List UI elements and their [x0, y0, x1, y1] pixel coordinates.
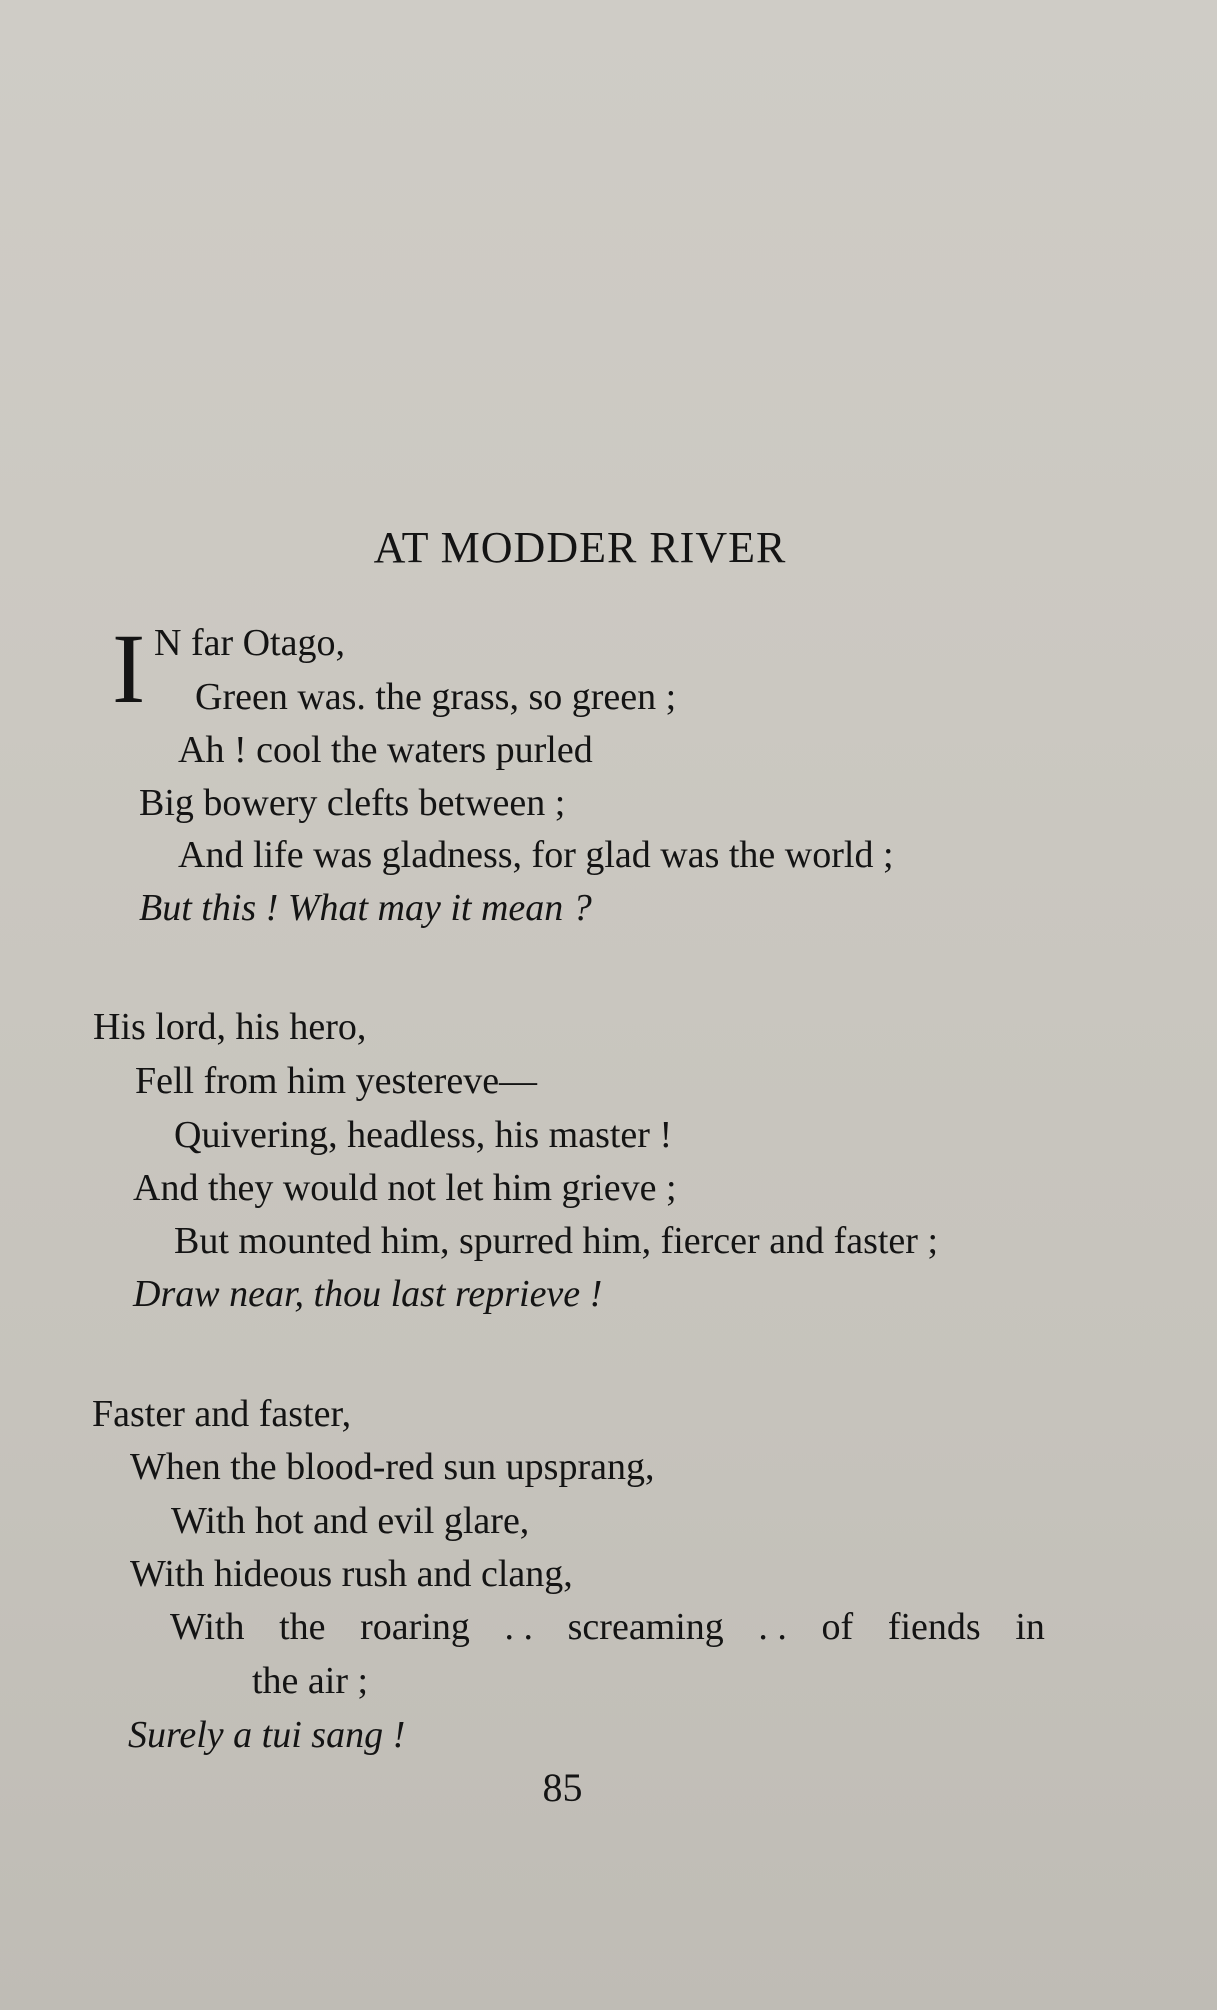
word: With — [170, 1606, 245, 1648]
stanza3-line2: When the blood-red sun upsprang, — [130, 1446, 655, 1488]
stanza1-line3: Ah ! cool the waters purled — [178, 729, 593, 771]
stanza1-line2: Green was. the grass, so green ; — [195, 676, 677, 718]
stanza3-line5 — [170, 1608, 1045, 1646]
stanza1-line1: N far Otago, — [154, 622, 345, 664]
stanza1-line5: And life was gladness, for glad was the world ; — [178, 834, 894, 876]
stanza3-line4: With hideous rush and clang, — [130, 1553, 573, 1595]
word: screaming — [567, 1606, 724, 1648]
stanza2-line3: Quivering, headless, his master ! — [174, 1114, 673, 1156]
stanza2-line5: But mounted him, spurred him, fiercer and faster ; — [174, 1220, 939, 1262]
word: . . — [504, 1606, 534, 1648]
page-number: 85 — [542, 1765, 583, 1810]
stanza3-line6: the air ; — [252, 1660, 369, 1702]
stanza3-line3: With hot and evil glare, — [171, 1500, 530, 1542]
stanza2-line4: And they would not let him grieve ; — [133, 1167, 677, 1209]
stanza3-refrain: Surely a tui sang ! — [128, 1714, 406, 1756]
word: in — [1015, 1606, 1045, 1648]
word: the — [279, 1606, 326, 1648]
stanza2-refrain: Draw near, thou last reprieve ! — [133, 1273, 603, 1315]
word: . . — [758, 1606, 787, 1648]
stanza1-line4: Big bowery clefts between ; — [139, 782, 566, 824]
stanza2-line1: His lord, his hero, — [93, 1006, 367, 1048]
word: roaring — [360, 1606, 470, 1648]
stanza2-line2: Fell from him yestereve— — [135, 1060, 538, 1102]
drop-cap: I — [112, 613, 146, 724]
stanza1-refrain: But this ! What may it mean ? — [139, 887, 592, 929]
word: of — [821, 1606, 854, 1648]
stanza3-line1: Faster and faster, — [92, 1393, 352, 1435]
word: fiends — [887, 1606, 981, 1648]
poem-title: AT MODDER RIVER — [373, 523, 787, 572]
